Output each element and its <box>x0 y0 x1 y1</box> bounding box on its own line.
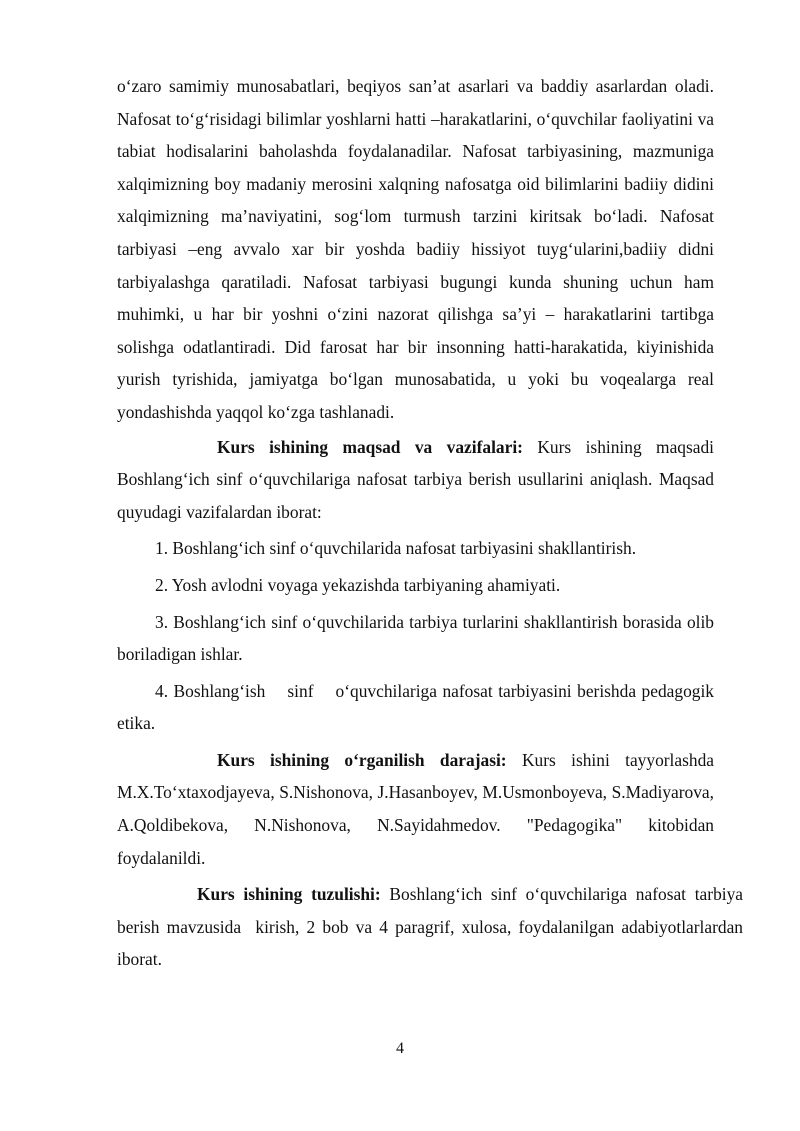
task-item-1: 1. Boshlang‘ich sinf o‘quvchilarida nafosat tarbiyasini shakllantirish. <box>155 538 637 559</box>
goals-text: Kurs ishining maqsadi Boshlang‘ich sinf o‘quvchilariga nafosat tarbiya berish usullarini aniqlash. Maqsad quyudagi vazifalardan iborat: <box>117 436 714 522</box>
study-heading: Kurs ishining o‘rganilish darajasi: <box>217 749 507 770</box>
page-number: 4 <box>396 1040 404 1057</box>
structure-paragraph <box>117 878 748 976</box>
task-item-4: 4. Boshlang‘ish sinf o‘quvchilariga nafosat tarbiyasini berishda pedagogik etika. <box>117 680 719 734</box>
task-item-3: 3. Boshlang‘ich sinf o‘quvchilarida tarbiya turlarini shakllantirish borasida olib boriladigan ishlar. <box>117 611 714 665</box>
study-paragraph <box>117 744 714 874</box>
goals-paragraph <box>117 431 714 529</box>
study-text: Kurs ishini tayyorlashda M.X.To‘xtaxodjayeva, S.Nishonova, J.Hasanboyev, M.Usmonboyeva, S.Madiyarova, A.Qoldibekova, N.Nishonova, N.Sayidahmedov. "Pedagogika" kitobidan foydalanildi. <box>117 749 714 868</box>
intro-paragraph: o‘zaro samimiy munosabatlari, beqiyos san’at asarlari va baddiy asarlardan oladi. Nafosat to‘g‘risidagi bilimlar yoshlarni hatti –harakatlarini, o‘quvchilar faoliyatini va tabiat hodisalarini baholashda foydalanadilar. Nafosat tarbiyasining, mazmuniga xalqimizning boy madaniy merosini xalqning nafosatga oid bilimlarini badiiy didini xalqimizning ma’naviyatini, sog‘lom turmush tarzini kiritsak bo‘ladi. Nafosat tarbiyasi –eng avvalo xar bir yoshda badiiy hissiyot tuyg‘ularini,badiiy didni tarbiyalashga qaratiladi. Nafosat tarbiyasi bugungi kunda shuning uchun ham muhimki, u har bir yoshni o‘zini nazorat qilishga sa’yi – harakatlarini tartibga solishga odatlantiradi. Did farosat har bir insonning hatti-harakatida, kiyinishida yurish tyrishida, jamiyatga bo‘lgan munosabatida, u yoki bu voqealarga real yondashishda yaqqol ko‘zga tashlanadi. <box>117 76 714 422</box>
task-item-2: 2. Yosh avlodni voyaga yekazishda tarbiyaning ahamiyati. <box>155 574 561 595</box>
document-page <box>117 70 748 976</box>
goals-heading: Kurs ishining maqsad va vazifalari: <box>217 436 523 457</box>
structure-text: Boshlang‘ich sinf o‘quvchilariga nafosat tarbiya berish mavzusida kirish, 2 bob va 4 paragrif, xulosa, foydalanilgan adabiyotlarlardan iborat. <box>117 884 748 970</box>
structure-heading: Kurs ishining tuzulishi: <box>197 884 381 905</box>
